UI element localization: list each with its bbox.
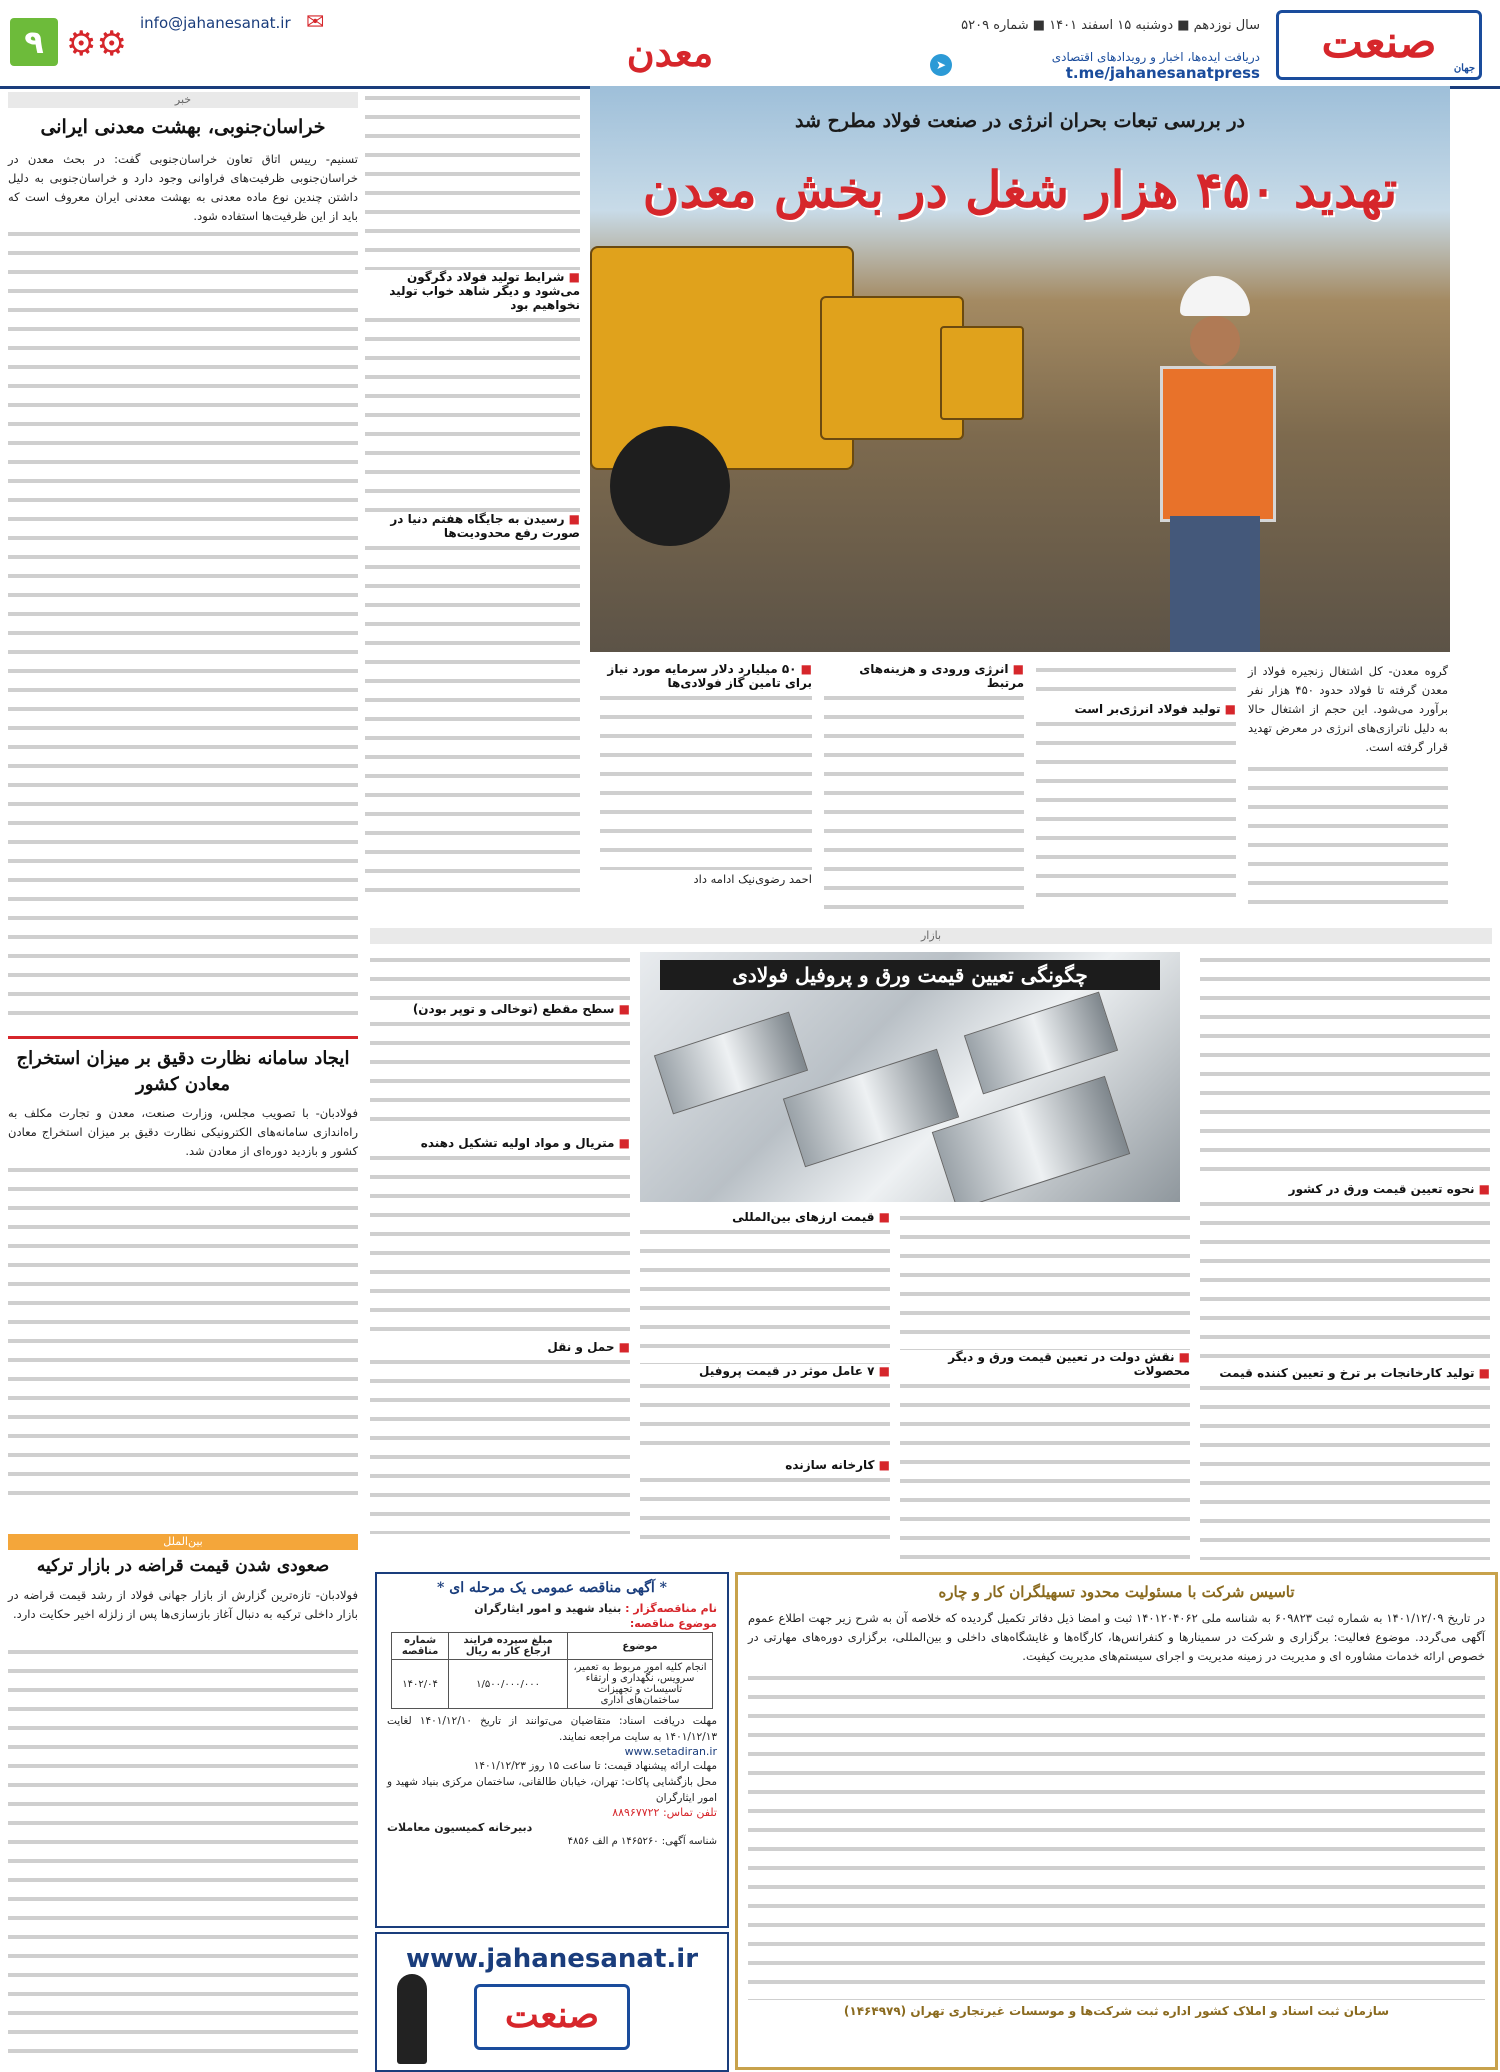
lead-col-4 [600, 662, 812, 912]
page-number: ۹ [10, 18, 58, 66]
text-block [370, 1016, 630, 1136]
text-block [365, 90, 580, 270]
text-block [1200, 1196, 1490, 1366]
ad-site[interactable]: www.setadiran.ir [624, 1745, 717, 1758]
text-block [824, 690, 1024, 920]
text-block [370, 1354, 630, 1534]
truck-shape [590, 246, 854, 470]
tag-international: بین‌الملل [8, 1534, 358, 1550]
subhead-energy: ■ تولید فولاد انرژی‌بر است [1036, 702, 1236, 716]
text-block [8, 1644, 358, 2054]
market-col-3 [640, 1210, 890, 1562]
subhead-materials: ■ متریال و مواد اولیه تشکیل دهنده [370, 1136, 630, 1150]
reg-title: تاسیس شرکت با مسئولیت محدود تسهیلگران کار و چاره [938, 1583, 1295, 1601]
ad-sign: دبیرخانه کمیسیون معاملات [387, 1821, 533, 1834]
lead-scrap-turkey: فولادبان- تازه‌ترین گزارش از بازار جهانی فولاد از رشد قیمت قراضه در بازار داخلی ترکیه به دنبال آغاز بازسازی‌ها پس از زلزله اخیر حکایت دارد. [8, 1588, 358, 1621]
telegram-url[interactable]: t.me/jahanesanatpress [1065, 64, 1260, 82]
text-block [1200, 1380, 1490, 1560]
subhead-ranking: ■ رسیدن به جایگاه هفتم دنیا در صورت رفع محدودیت‌ها [365, 512, 580, 540]
market-col-2 [900, 1210, 1190, 1562]
text-block [370, 952, 630, 1002]
ad-td: ۱/۵۰۰/۰۰۰/۰۰۰ [449, 1660, 568, 1709]
ad-submit: مهلت ارائه پیشنهاد قیمت: تا ساعت ۱۵ روز ۱۴۰۱/۱۲/۲۳ [473, 1760, 717, 1772]
ad-code: شناسه آگهی: ۱۴۶۵۲۶۰ م الف ۴۸۵۶ [567, 1836, 717, 1847]
subhead-cross-section: ■ سطح مقطع (توخالی و توپر بودن) [370, 1002, 630, 1016]
lead-col-2 [1036, 662, 1236, 912]
subhead-sheet-pricing: ■ نحوه تعیین قیمت ورق در کشور [1200, 1182, 1490, 1196]
email-link[interactable]: info@jahanesanat.ir [140, 14, 291, 32]
lead-col-1 [1248, 662, 1448, 912]
website-promo[interactable] [375, 1932, 729, 2072]
reg-body: در تاریخ ۱۴۰۱/۱۲/۰۹ به شماره ثبت ۶۰۹۸۲۳ به شناسه ملی ۱۴۰۱۲۰۴۰۶۲ ثبت و امضا ذیل دفاتر تکمیل گردیده که خلاصه آن به شرح زیر جهت اطلاع عموم آگهی می‌گردد. موضوع فعالیت: برگزاری و شرکت در سمینارها و کنفرانس‌ها، کارگاه‌ها و غایشگاه‌های داخلی و بین‌المللی، برگزاری دوره‌های مهارتی در خصوص ارائه خدمات مشاوره ای و مدیریت در زمینه مدیریت و اجرای سیستم‌های مدیریت کیفیت. [748, 1611, 1485, 1663]
email-icon: ✉ [306, 10, 325, 35]
ad-th: موضوع [568, 1633, 713, 1660]
text-block [1200, 952, 1490, 1182]
telegram-promo[interactable] [1052, 50, 1260, 82]
text-block [900, 1378, 1190, 1568]
text-block [8, 1162, 358, 1502]
reg-footer: سازمان ثبت اسناد و املاک کشور اداره ثبت شرکت‌ها و موسسات غیرتجاری تهران (۱۴۶۴۹۷۹) [843, 2004, 1390, 2018]
tender-ad [375, 1572, 729, 1928]
lead-khorasan: تسنیم- رییس اتاق تعاون خراسان‌جنوبی گفت: در بحث معدن در خراسان‌جنوبی ظرفیت‌های فراوانی وجود دارد و خراسان‌جنوبی به دلیل داشتن چندین نوع ماده معدنی به بهشت معدنی ایران معروف است که باید از این ظرفیت‌ها استفاده شود. [8, 152, 358, 223]
subhead-seven-factors: ■ ۷ عامل موثر در قیمت پروفیل [640, 1364, 890, 1378]
ad-table [391, 1632, 713, 1709]
tag-news: خبر [8, 92, 358, 108]
lead-supertitle: در بررسی تبعات بحران انرژی در صنعت فولاد مطرح شد [794, 110, 1246, 132]
text-block [365, 312, 580, 512]
lead-mining-monitor: فولادبان- با تصویب مجلس، وزارت صنعت، معدن و تجارت مکلف به راه‌اندازی سامانه‌های الکترونیکی نظارت دقیق بر میزان استخراج معادن کشور و بازدید دوره‌ای از معادن شد. [8, 1106, 358, 1158]
worker-figure [1150, 276, 1280, 652]
issue-meta: سال نوزدهم ■ دوشنبه ۱۵ اسفند ۱۴۰۱ ■ شماره ۵۲۰۹ [961, 18, 1260, 33]
text-block [640, 1472, 890, 1552]
ad-th: شماره مناقصه [392, 1633, 449, 1660]
subhead-government: ■ نقش دولت در تعیین قیمت ورق و دیگر محصولات [900, 1350, 1190, 1378]
ad-phone: تلفن تماس: ۸۸۹۶۷۷۲۲ [612, 1806, 717, 1819]
tube-shape [783, 1049, 959, 1168]
ad-title: * آگهی مناقصه عمومی یک مرحله ای * [437, 1580, 667, 1596]
text-block [1036, 716, 1236, 906]
registration-notice [735, 1572, 1498, 2070]
subhead-production: ■ شرایط تولید فولاد دگرگون می‌شود و دیگر شاهد خواب تولید نخواهیم بود [365, 270, 580, 312]
ad-subject-label: موضوع مناقصه: [629, 1617, 717, 1630]
tube-shape [932, 1076, 1130, 1202]
ad-org-row [377, 1602, 727, 1615]
ad-td: انجام کلیه امور مربوط به تعمیر، سرویس، نگهداری و ارتقاء تاسیسات و تجهیزات ساختمان‌های اداری [568, 1660, 713, 1709]
divider [8, 1036, 358, 1039]
ad-org-label: نام مناقصه‌گزار : [625, 1602, 717, 1615]
ad-org: بنیاد شهید و امور ایثارگران [474, 1602, 622, 1615]
person-silhouette-icon [397, 1974, 427, 2064]
subhead-transport: ■ حمل و نقل [370, 1340, 630, 1354]
telegram-label: دریافت ایده‌ها، اخبار و رویدادهای اقتصادی [1051, 50, 1260, 64]
text-block [640, 1378, 890, 1458]
headline-khorasan[interactable]: خراسان‌جنوبی، بهشت معدنی ایرانی [40, 116, 326, 138]
ad-deadline: مهلت دریافت اسناد: متقاضیان می‌توانند از تاریخ ۱۴۰۱/۱۲/۱۰ لغایت ۱۴۰۱/۱۲/۱۳ به سایت مراجعه نمایند. [387, 1715, 717, 1743]
subhead-manufacturer: ■ کارخانه سازنده [640, 1458, 890, 1472]
headline-mining-monitor[interactable]: ایجاد سامانه نظارت دقیق بر میزان استخراج معادن کشور [16, 1048, 350, 1095]
ad-th: مبلغ سپرده فرایند ارجاع کار به ریال [449, 1633, 568, 1660]
newspaper-logo [1276, 10, 1482, 80]
section-title: معدن [626, 30, 714, 75]
ad-td: ۱۴۰۲/۰۴ [392, 1660, 449, 1709]
market-col-1 [1200, 952, 1490, 1562]
subhead-currency: ■ قیمت ارزهای بین‌المللی [640, 1210, 890, 1224]
market-col-4 [370, 952, 630, 1562]
text-block [8, 226, 358, 1026]
text-block [900, 1210, 1190, 1350]
text-block [1248, 761, 1448, 909]
telegram-icon: ➤ [930, 54, 952, 76]
tire-shape [610, 426, 730, 546]
lead-col-3 [824, 662, 1024, 912]
tag-market: بازار [370, 928, 1492, 944]
promo-site[interactable]: www.jahanesanat.ir [405, 1944, 699, 1974]
logo-sub: جهان [1453, 63, 1475, 74]
author-note: احمد رضوی‌نیک ادامه داد [693, 872, 812, 886]
text-block [640, 1224, 890, 1364]
headline-scrap-turkey[interactable]: صعودی شدن قیمت قراضه در بازار ترکیه [36, 1556, 330, 1576]
subhead-input-energy: ■ انرژی ورودی و هزینه‌های مرتبط [824, 662, 1024, 690]
text-block [1036, 662, 1236, 702]
subhead-factories: ■ تولید کارخانجات بر ترخ و تعیین کننده قیمت [1200, 1366, 1490, 1380]
ad-address: محل بازگشایی پاکات: تهران، خیابان طالقانی، ساختمان مرکزی بنیاد شهید و امور ایثارگران [387, 1776, 717, 1804]
promo-logo-text: صنعت [504, 1994, 600, 2036]
gear-icon: ⚙⚙ [66, 24, 127, 64]
text-block [748, 1670, 1485, 2000]
logo-text: صنعت [1321, 17, 1437, 68]
lead-headline: تهدید ۴۵۰ هزار شغل در بخش معدن [642, 160, 1398, 219]
text-block [600, 690, 812, 870]
subhead-investment: ■ ۵۰ میلیارد دلار سرمایه مورد نیاز برای تامین گاز فولادی‌ها [600, 662, 812, 690]
lead-intro: گروه معدن- کل اشتغال زنجیره فولاد از معدن گرفته تا فولاد حدود ۴۵۰ هزار نفر برآورد می‌شود. این حجم از اشتغال حالا به دلیل ناترازی‌های انرژی در معرض تهدید قرار گرفته است. [1248, 664, 1448, 754]
promo-logo [474, 1984, 630, 2050]
market-headline: چگونگی تعیین قیمت ورق و پروفیل فولادی [660, 960, 1160, 990]
text-block [365, 540, 580, 900]
lead-col-5 [365, 90, 580, 910]
truck-shape [940, 326, 1024, 420]
text-block [370, 1150, 630, 1340]
